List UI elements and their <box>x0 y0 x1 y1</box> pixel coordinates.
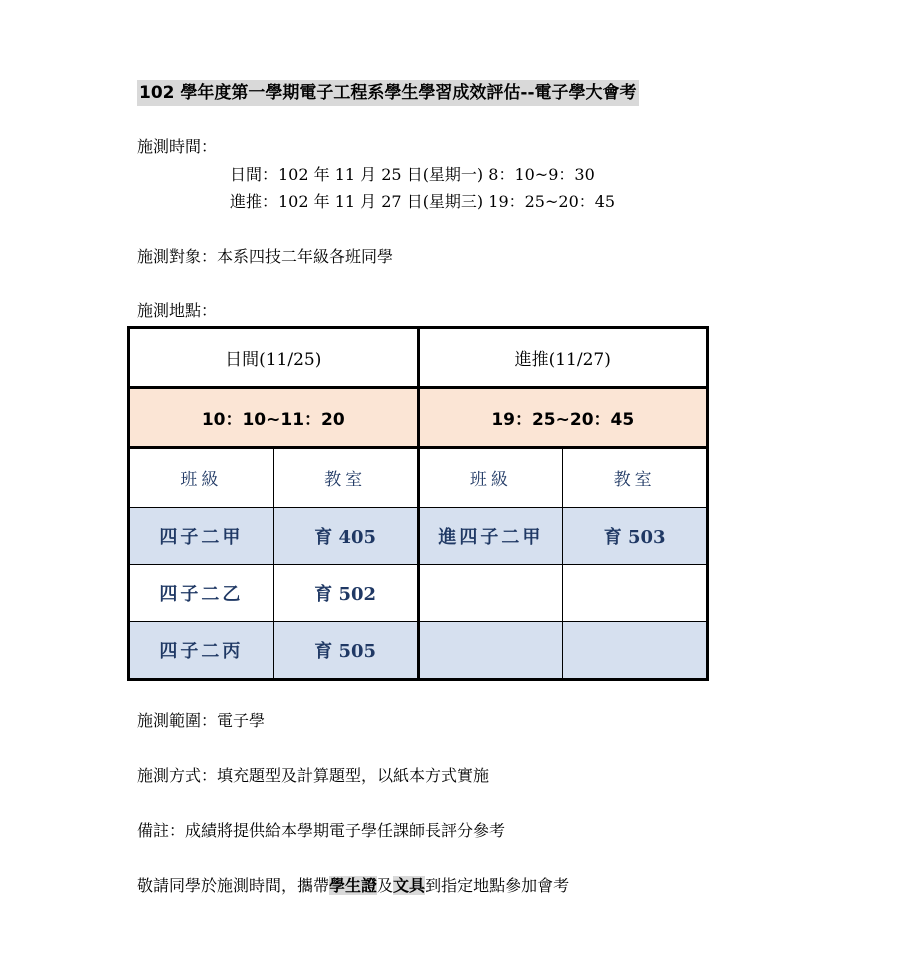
night-header: 進推(11/27) <box>418 328 708 388</box>
day-class-cell: 四子二甲 <box>129 507 274 564</box>
student-id-highlight: 學生證 <box>329 876 378 895</box>
closing-part3: 到指定地點參加會考 <box>425 876 570 895</box>
note-line: 備註：成績將提供給本學期電子學任課師長評分參考 <box>137 821 506 840</box>
night-class-column: 班級 <box>418 448 563 507</box>
document-title: 102 學年度第一學期電子工程系學生學習成效評估--電子學大會考 <box>137 80 639 106</box>
day-header: 日間(11/25) <box>129 328 419 388</box>
night-class-cell <box>418 564 563 621</box>
day-class-column: 班級 <box>129 448 274 507</box>
location-label: 施測地點： <box>137 301 218 320</box>
day-class-cell: 四子二丙 <box>129 621 274 679</box>
closing-part2: 及 <box>377 876 394 895</box>
table-row <box>129 621 708 679</box>
stationery-highlight: 文具 <box>393 876 426 895</box>
night-room-cell <box>563 564 708 621</box>
table-header-row <box>129 328 708 388</box>
day-room-cell: 育 505 <box>273 621 418 679</box>
night-room-cell: 育 503 <box>563 507 708 564</box>
target-line: 施測對象：本系四技二年級各班同學 <box>137 247 394 266</box>
day-session-time: 10：10~11：20 <box>129 388 419 448</box>
night-class-cell <box>418 621 563 679</box>
day-room-column: 教室 <box>273 448 418 507</box>
method-line: 施測方式：填充題型及計算題型，以紙本方式實施 <box>137 766 490 785</box>
closing-part1: 敬請同學於施測時間，攜帶 <box>137 876 330 895</box>
night-room-column: 教室 <box>563 448 708 507</box>
day-room-cell: 育 405 <box>273 507 418 564</box>
day-room-cell: 育 502 <box>273 564 418 621</box>
closing-line <box>137 875 569 897</box>
night-session-time: 19：25~20：45 <box>418 388 708 448</box>
day-class-cell: 四子二乙 <box>129 564 274 621</box>
table-time-row <box>129 388 708 448</box>
night-class-cell: 進四子二甲 <box>418 507 563 564</box>
night-time-line: 進推：102 年 11 月 27 日(星期三) 19：25~20：45 <box>230 192 616 211</box>
night-room-cell <box>563 621 708 679</box>
day-time-line: 日間：102 年 11 月 25 日(星期一) 8：10~9：30 <box>230 165 595 184</box>
scope-line: 施測範圍：電子學 <box>137 711 266 730</box>
table-row <box>129 564 708 621</box>
schedule-table <box>127 326 709 681</box>
time-label: 施測時間： <box>137 137 218 156</box>
table-row <box>129 507 708 564</box>
table-column-row <box>129 448 708 507</box>
